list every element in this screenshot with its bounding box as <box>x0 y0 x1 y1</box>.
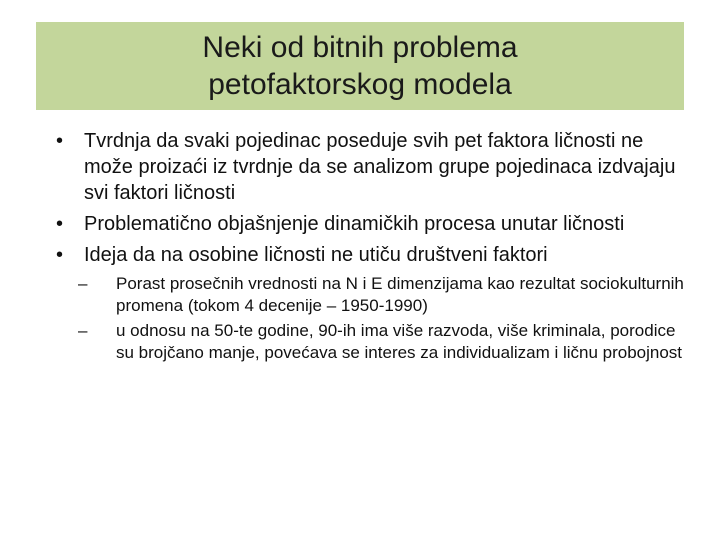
bullet-item <box>48 242 688 268</box>
bullet-item <box>48 211 688 237</box>
slide-title-line-2: petofaktorskog modela <box>208 68 512 101</box>
bullet-item <box>48 128 688 206</box>
dash-marker: – <box>78 321 88 340</box>
bullet-marker: • <box>56 213 64 235</box>
bullet-text: Tvrdnja da svaki pojedinac poseduje svih pet faktora ličnosti ne može proizaći iz tvrdnje da se analizom grupe pojedinaca izdvajaju svi faktori ličnosti <box>84 130 676 204</box>
sub-bullet-item <box>68 273 688 316</box>
slide-content <box>48 128 688 367</box>
slide-title-line-1: Neki od bitnih problema <box>202 31 518 64</box>
sub-bullet-item <box>68 320 688 363</box>
sub-bullet-list <box>48 273 688 363</box>
title-banner <box>36 22 684 110</box>
sub-bullet-text: u odnosu na 50-te godine, 90-ih ima više razvoda, više kriminala, porodice su brojčano manje, povećava se interes za individualizam i ličnu probojnost <box>116 321 683 362</box>
bullet-text: Problematično objašnjenje dinamičkih procesa unutar ličnosti <box>84 213 625 235</box>
dash-marker: – <box>78 274 88 293</box>
bullet-marker: • <box>56 130 64 152</box>
sub-bullet-text: Porast prosečnih vrednosti na N i E dimenzijama kao rezultat sociokulturnih promena (tokom 4 decenije – 1950-1990) <box>116 274 684 315</box>
bullet-text: Ideja da na osobine ličnosti ne utiču društveni faktori <box>84 244 548 266</box>
bullet-marker: • <box>56 244 64 266</box>
bullet-list <box>48 128 688 268</box>
